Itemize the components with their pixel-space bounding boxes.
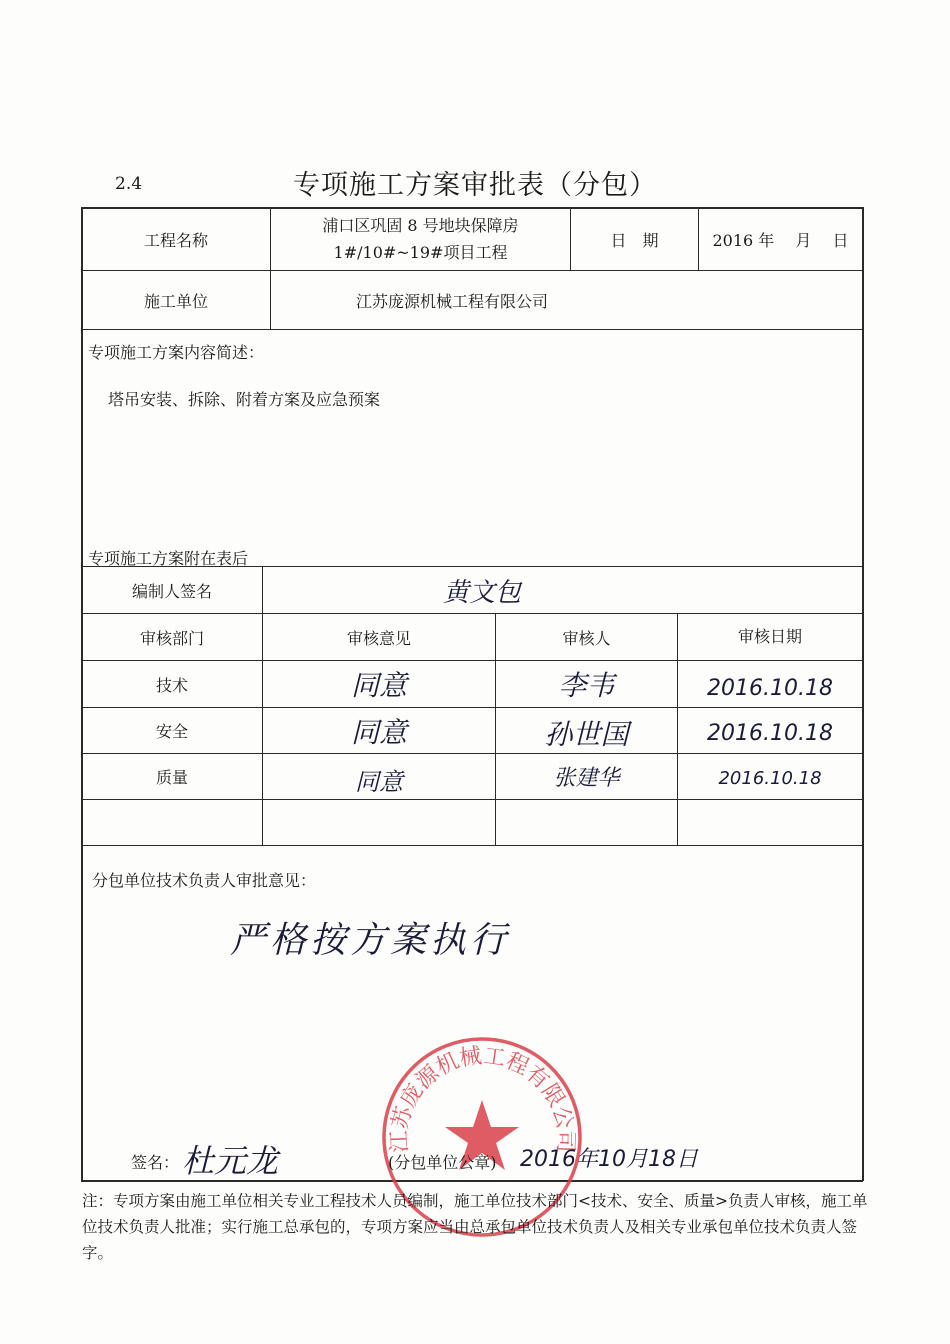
review-header-dept: 审核部门	[139, 628, 204, 648]
review-date-quality: 2016.10.18	[718, 767, 822, 789]
review-opinion-quality: 同意	[355, 767, 403, 796]
approval-label: 分包单位技术负责人审批意见：	[92, 871, 317, 890]
page-title: 专项施工方案审批表（分包）	[293, 170, 657, 201]
project-name-line2: 1#/10#~19#项目工程	[333, 243, 508, 262]
approval-date: 2016年10月18日	[520, 1147, 698, 1172]
review-header-opinion: 审核意见	[346, 628, 411, 648]
review-dept-safety: 安全	[155, 722, 188, 741]
project-name-line1: 浦口区巩固 8 号地块保障房	[322, 216, 519, 235]
review-reviewer-tech: 李韦	[558, 669, 615, 702]
compiler-signature: 黄文包	[443, 577, 522, 608]
date-value: 2016 年 月 日	[712, 230, 849, 250]
review-reviewer-quality: 张建华	[553, 766, 620, 791]
footnote: 注：专项方案由施工单位相关专业工程技术人员编制，施工单位技术部门<技术、安全、质量>负责人审核，施工单位技术负责人批准；实行施工总承包的，专项方案应当由总承包单位技术负责人及相关专业承包单位技术负责人签字。	[82, 1192, 868, 1262]
approval-opinion: 严格按方案执行	[230, 920, 511, 961]
approver-signature: 杜元龙	[182, 1142, 279, 1180]
seal-label: (分包单位公章)	[388, 1153, 497, 1172]
compiler-label: 编制人签名	[131, 581, 212, 601]
review-header-date: 审核日期	[737, 626, 802, 646]
project-name-label: 工程名称	[143, 230, 208, 250]
review-header-reviewer: 审核人	[562, 628, 611, 648]
review-reviewer-safety: 孙世国	[544, 718, 629, 751]
seal-text: 江苏庞源机械工程有限公司	[387, 1043, 578, 1153]
summary-content: 塔吊安装、拆除、附着方案及应急预案	[108, 390, 381, 409]
contractor-label: 施工单位	[143, 291, 208, 311]
review-date-tech: 2016.10.18	[707, 675, 833, 701]
section-number: 2.4	[115, 174, 143, 194]
project-name-value	[271, 212, 570, 266]
contractor-value: 江苏庞源机械工程有限公司	[356, 291, 549, 311]
review-dept-quality: 质量	[155, 768, 188, 787]
review-dept-tech: 技术	[155, 675, 188, 695]
summary-label: 专项施工方案内容简述：	[88, 343, 265, 362]
review-opinion-tech: 同意	[350, 669, 407, 702]
review-date-safety: 2016.10.18	[707, 720, 833, 746]
date-label: 日 期	[610, 230, 659, 250]
attachment-note: 专项施工方案附在表后	[88, 549, 249, 568]
review-opinion-safety: 同意	[350, 715, 407, 749]
sign-label: 签名：	[131, 1153, 180, 1172]
